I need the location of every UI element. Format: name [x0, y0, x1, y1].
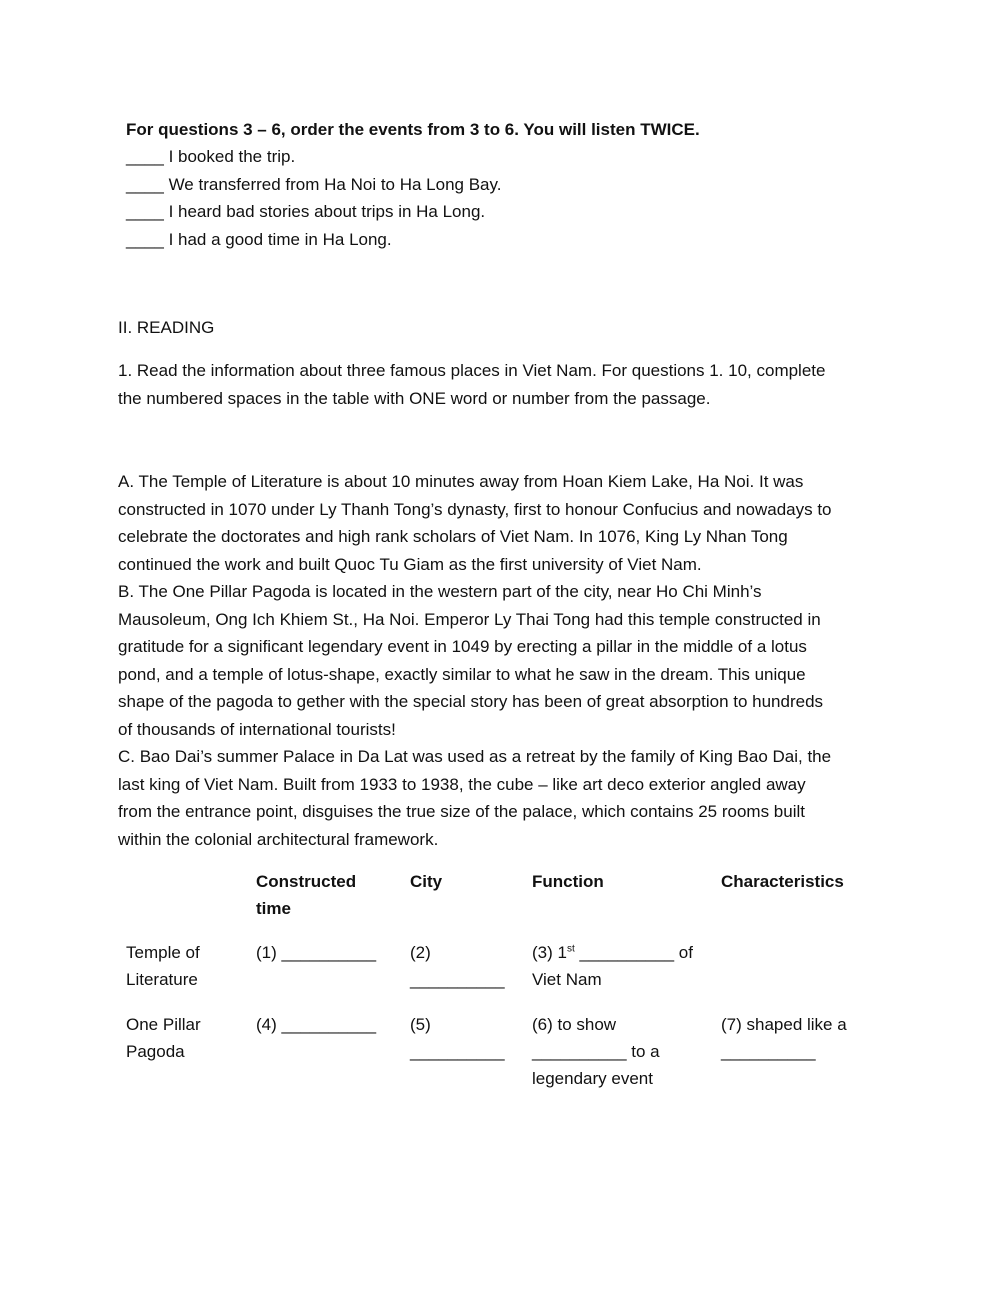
passage-line: last king of Viet Nam. Built from 1933 to 1938, the cube – like art deco exterior angled away [118, 774, 806, 794]
passage-line: of thousands of international tourists! [118, 719, 396, 739]
reading-heading: II. READING [118, 318, 215, 337]
answer-blank-1[interactable]: (1) __________ [256, 943, 377, 962]
passage-line: within the colonial architectural framework. [118, 829, 439, 849]
passage-line: gratitude for a significant legendary event in 1049 by erecting a pillar in the middle of a lotus [118, 637, 807, 656]
event-text: I had a good time in Ha Long. [168, 230, 392, 249]
passage-line: constructed in 1070 under Ly Thanh Tong’s dynasty, first to honour Confucius and nowadays to [118, 499, 832, 519]
answer-blank-4[interactable]: (4) __________ [256, 1015, 377, 1034]
answer-blank[interactable]: ____ [126, 147, 164, 166]
event-text: We transferred from Ha Noi to Ha Long Bay. [168, 175, 502, 194]
answer-blank-7[interactable]: (7) shaped like a __________ [721, 1015, 847, 1061]
passage-line: Mausoleum, Ong Ich Khiem St., Ha Noi. Emperor Ly Thai Tong had this temple constructed in [118, 609, 821, 629]
answer-blank[interactable]: ____ [126, 175, 164, 194]
list-item [126, 143, 295, 171]
listening-instruction: For questions 3 – 6, order the events from 3 to 6. You will listen TWICE. [126, 120, 700, 139]
answer-blank[interactable]: ____ [126, 230, 164, 249]
event-text: I booked the trip. [168, 147, 296, 166]
passage-line: B. The One Pillar Pagoda is located in the western part of the city, near Ho Chi Minh’s [118, 582, 762, 601]
passage-line: continued the work and built Quoc Tu Giam as the first university of Viet Nam. [118, 554, 702, 574]
answer-blank-6[interactable]: (6) to show __________ to a legendary event [532, 1015, 660, 1088]
row-label-one-pillar-pagoda: One Pillar Pagoda [126, 1015, 201, 1061]
header-city: City [410, 872, 443, 891]
list-item [126, 226, 392, 254]
passage-line: C. Bao Dai’s summer Palace in Da Lat was used as a retreat by the family of King Bao Dai, the [118, 747, 832, 766]
row-label-temple-of-literature: Temple of Literature [126, 943, 200, 989]
reading-passage [118, 468, 888, 853]
header-function: Function [532, 872, 604, 891]
event-text: I heard bad stories about trips in Ha Long. [168, 202, 486, 221]
passage-line: shape of the pagoda to gether with the special story has been of great absorption to hundreds [118, 692, 824, 711]
list-item [126, 171, 501, 199]
answer-blank-2[interactable]: (2) __________ [410, 943, 505, 989]
answer-blank[interactable]: ____ [126, 202, 164, 221]
passage-line: A. The Temple of Literature is about 10 minutes away from Hoan Kiem Lake, Ha Noi. It was [118, 472, 804, 491]
passage-line: celebrate the doctorates and high rank scholars of Viet Nam. In 1076, King Ly Nhan Tong [118, 527, 788, 546]
instruction-line: 1. Read the information about three famous places in Viet Nam. For questions 1. 10, complete [118, 361, 826, 380]
passage-line: pond, and a temple of lotus-shape, exactly similar to what he saw in the dream. This unique [118, 664, 806, 684]
passage-line: from the entrance point, disguises the true size of the palace, which contains 25 rooms built [118, 802, 805, 821]
reading-instruction [118, 357, 888, 412]
header-constructed-time: Constructed time [256, 872, 357, 918]
instruction-line: the numbered spaces in the table with ONE word or number from the passage. [118, 388, 711, 408]
header-characteristics: Characteristics [721, 872, 844, 891]
answer-blank-3[interactable]: (3) 1st __________ of Viet Nam [532, 943, 693, 989]
list-item [126, 198, 485, 226]
answer-blank-5[interactable]: (5) __________ [410, 1015, 505, 1061]
